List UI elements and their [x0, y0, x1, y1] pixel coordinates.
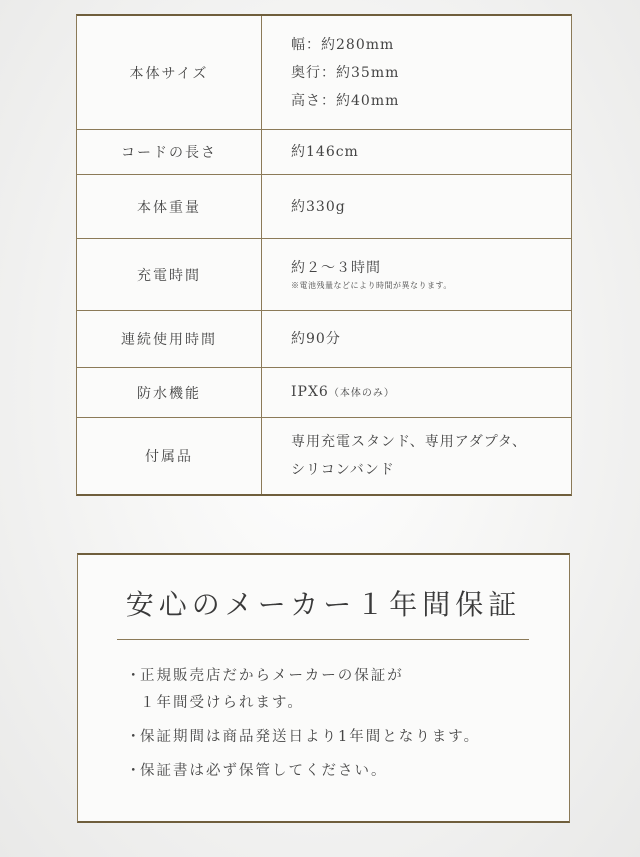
spec-value-main: IPX6	[291, 383, 329, 400]
spec-value-line: 専用充電スタンド、専用アダプタ、	[291, 434, 527, 450]
warranty-box	[77, 553, 570, 823]
spec-row-runtime	[77, 311, 571, 368]
spec-note: ※電池残量などにより時間が異なります。	[291, 281, 452, 290]
spec-value-line: 約90分	[291, 331, 341, 347]
spec-row-size	[77, 16, 571, 130]
spec-value-line: 約２～３時間	[291, 260, 381, 276]
divider	[117, 639, 529, 640]
list-item	[126, 758, 549, 785]
warranty-item-text: 保証書は必ず保管してください。	[140, 763, 388, 779]
spec-value	[262, 239, 571, 310]
warranty-item-text: 正規販売店だからメーカーの保証が １年間受けられます。	[140, 668, 404, 711]
spec-value-line: 高さ：約40mm	[291, 92, 400, 109]
spec-label: 本体重量	[77, 175, 262, 238]
spec-value	[262, 175, 571, 238]
list-item	[126, 724, 549, 751]
spec-label: 充電時間	[77, 239, 262, 310]
spec-label: 付属品	[77, 418, 262, 494]
bullet: ・	[126, 729, 143, 745]
warranty-item-text: 保証期間は商品発送日より1年間となります。	[140, 729, 481, 745]
warranty-title: 安心のメーカー１年間保証	[125, 588, 522, 621]
list-item	[126, 663, 549, 717]
spec-row-charge	[77, 239, 571, 311]
bullet: ・	[126, 763, 143, 779]
spec-value-small: （本体のみ）	[328, 387, 395, 399]
spec-value	[262, 368, 571, 417]
spec-value-line: シリコンバンド	[291, 462, 395, 478]
spec-value-line: 幅：約280mm	[291, 36, 395, 53]
spec-label: 連続使用時間	[77, 311, 262, 367]
spec-row-waterproof	[77, 368, 571, 418]
spec-label: コードの長さ	[77, 130, 262, 174]
spec-row-accessories	[77, 418, 571, 494]
spec-row-cord	[77, 130, 571, 175]
spec-table	[76, 14, 572, 496]
spec-row-weight	[77, 175, 571, 239]
spec-value	[262, 418, 571, 494]
spec-label: 本体サイズ	[77, 16, 262, 129]
spec-value-line: 約146cm	[291, 144, 359, 160]
spec-value	[262, 16, 571, 129]
spec-value	[262, 311, 571, 367]
spec-value-line: 奥行：約35mm	[291, 64, 400, 81]
spec-value	[262, 130, 571, 174]
warranty-list	[126, 663, 549, 792]
spec-label: 防水機能	[77, 368, 262, 417]
spec-value-line: 約330g	[291, 198, 346, 215]
bullet: ・	[126, 668, 143, 684]
